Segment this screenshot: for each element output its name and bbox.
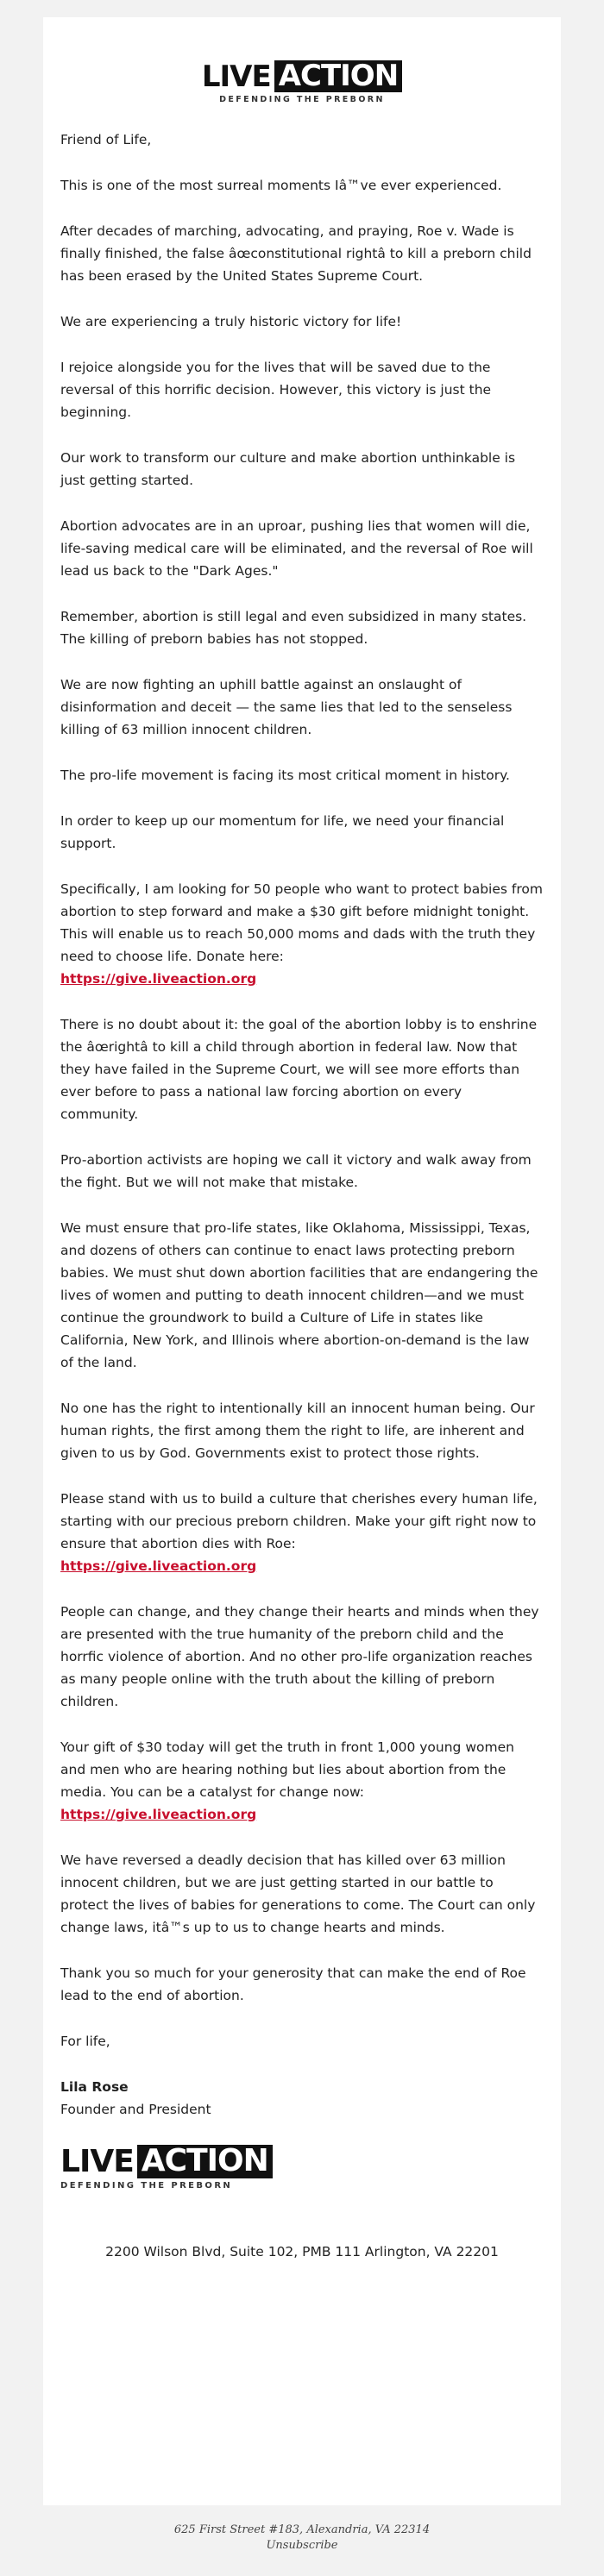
footer-address: 625 First Street #183, Alexandria, VA 22314: [173, 2523, 431, 2536]
paragraph: After decades of marching, advocating, and praying, Roe v. Wade is finally finished, the false âœconstitutional rightâ to kill a preborn child has been erased by the United States Supreme Court.: [60, 223, 532, 284]
paragraph: I rejoice alongside you for the lives that will be saved due to the reversal of this horrific decision. However, this victory is just the beginning.: [60, 360, 492, 420]
logo-word-live: LIVE: [201, 59, 271, 94]
signoff: For life,: [60, 2034, 110, 2049]
live-action-logo-footer: [60, 2145, 544, 2191]
logo-tagline: DEFENDING THE PREBORN: [219, 95, 385, 104]
email-footer: [0, 2523, 604, 2554]
greeting: Friend of Life,: [60, 132, 152, 147]
donate-link[interactable]: https://give.liveaction.org: [60, 971, 257, 987]
unsubscribe-link[interactable]: Unsubscribe: [266, 2539, 338, 2552]
signer-title: Founder and President: [60, 2102, 211, 2117]
logo-word-action: ACTION: [137, 2145, 273, 2178]
paragraph: No one has the right to intentionally kill an innocent human being. Our human rights, the first among them the right to life, are inherent and given to us by God. Governments exist to protect those rights.: [60, 1401, 535, 1461]
signature: [60, 2076, 544, 2121]
paragraph: Our work to transform our culture and make abortion unthinkable is just getting started.: [60, 450, 516, 488]
paragraph: Remember, abortion is still legal and even subsidized in many states. The killing of preborn babies has not stopped.: [60, 609, 527, 647]
donate-link[interactable]: https://give.liveaction.org: [60, 1558, 257, 1574]
paragraph-donate: Your gift of $30 today will get the truth in front 1,000 young women and men who are hearing nothing but lies about abortion from the media. You can be a catalyst for change now: https://give.liveaction.org: [60, 1739, 514, 1822]
paragraph: We are experiencing a truly historic victory for life!: [60, 314, 402, 329]
paragraph: Abortion advocates are in an uproar, pushing lies that women will die, life-saving medical care will be eliminated, and the reversal of Roe will lead us back to the "Dark Ages.": [60, 518, 533, 579]
paragraph: The pro-life movement is facing its most critical moment in history.: [60, 768, 510, 783]
paragraph: People can change, and they change their hearts and minds when they are presented with the true humanity of the preborn child and the horrfic violence of abortion. And no other pro-life organization reaches as many people online with the truth about the killing of preborn children.: [60, 1604, 539, 1709]
donate-link[interactable]: https://give.liveaction.org: [60, 1807, 257, 1822]
logo-tagline: DEFENDING THE PREBORN: [60, 2181, 233, 2191]
paragraph-donate: Specifically, I am looking for 50 people who want to protect babies from abortion to step forward and make a $30 gift before midnight tonight. This will enable us to reach 50,000 moms and dads with the truth they need to choose life. Donate here: https://give.liveaction.org: [60, 881, 543, 987]
paragraph: Thank you so much for your generosity that can make the end of Roe lead to the end of abortion.: [60, 1965, 526, 2003]
mailing-address: 2200 Wilson Blvd, Suite 102, PMB 111 Arlington, VA 22201: [105, 2244, 499, 2259]
paragraph-donate: Please stand with us to build a culture that cherishes every human life, starting with our precious preborn children. Make your gift right now to ensure that abortion dies with Roe: https://give.liveaction.org: [60, 1491, 538, 1574]
paragraph: We are now fighting an uphill battle against an onslaught of disinformation and deceit — the same lies that led to the senseless killing of 63 million innocent children.: [60, 677, 513, 737]
logo-word-action: ACTION: [274, 60, 402, 92]
paragraph: Pro-abortion activists are hoping we call it victory and walk away from the fight. But we will not make that mistake.: [60, 1152, 532, 1190]
paragraph: This is one of the most surreal moments Iâ™ve ever experienced.: [60, 178, 502, 193]
signer-name: Lila Rose: [60, 2079, 129, 2095]
live-action-logo: [60, 60, 544, 104]
paragraph: We must ensure that pro-life states, like Oklahoma, Mississippi, Texas, and dozens of others can continue to enact laws protecting preborn babies. We must shut down abortion facilities that are endangering the lives of women and putting to death innocent children—and we must continue the groundwork to build a Culture of Life in states like California, New York, and Illinois where abortion-on-demand is the law of the land.: [60, 1220, 538, 1370]
paragraph: There is no doubt about it: the goal of the abortion lobby is to enshrine the âœrightâ to kill a child through abortion in federal law. Now that they have failed in the Supreme Court, we will see more efforts than ever before to pass a national law forcing abortion on every community.: [60, 1017, 538, 1122]
paragraph: In order to keep up our momentum for life, we need your financial support.: [60, 813, 505, 851]
email-card: [43, 17, 561, 2505]
logo-word-live: LIVE: [60, 2143, 134, 2179]
paragraph: We have reversed a deadly decision that has killed over 63 million innocent children, but we are just getting started in our battle to protect the lives of babies for generations to come. The Court can only change laws, itâ™s up to us to change hearts and minds.: [60, 1852, 536, 1935]
